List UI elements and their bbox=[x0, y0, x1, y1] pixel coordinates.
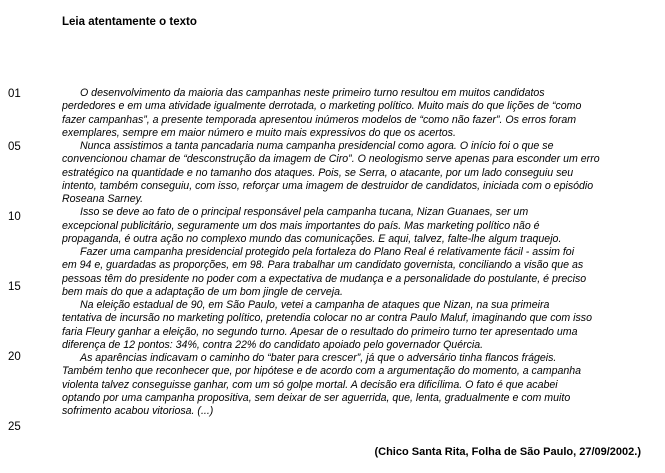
text-line: Na eleição estadual de 90, em São Paulo, vetei a campanha de ataques que Nizan, na sua primeira bbox=[80, 299, 550, 311]
text-body bbox=[62, 87, 640, 418]
text-line: diferença de 12 pontos: 34%, contra 22% do candidato apoiado pelo governador Quércia. bbox=[62, 338, 484, 351]
text-line: em 94 e, guardadas as proporções, em 98. Para trabalhar um candidato governista, conciliando a visão que as bbox=[62, 259, 584, 272]
text-line: intento, também conseguiu, com isso, reforçar uma imagem de destruidor de candidatos, iniciada com o episódio bbox=[62, 179, 594, 192]
text-line: Fazer uma campanha presidencial protegido pela fortaleza do Plano Real é relativamente fácil - assim foi bbox=[80, 246, 575, 258]
text-line: As aparências indicavam o caminho do “bater para crescer”, já que o adversário tinha flancos frágeis. bbox=[80, 352, 557, 364]
line-number-05: 05 bbox=[8, 141, 21, 153]
line-number-25: 25 bbox=[8, 421, 21, 433]
line-number-20: 20 bbox=[8, 351, 21, 363]
text-line: violenta talvez conseguisse ganhar, com um só golpe mortal. A decisão era dificílima. O fato é que acabei bbox=[62, 378, 558, 391]
text-line: Também tenho que reconhecer que, por hipótese e de acordo com a argumentação do momento, a campanha bbox=[62, 365, 582, 378]
line-number-15: 15 bbox=[8, 281, 21, 293]
text-line: O desenvolvimento da maioria das campanhas neste primeiro turno resultou em muitos candidatos bbox=[80, 87, 545, 99]
text-line: Isso se deve ao fato de o principal responsável pela campanha tucana, Nizan Guanaes, ser um bbox=[80, 206, 529, 219]
source-credit: (Chico Santa Rita, Folha de São Paulo, 27/09/2002.) bbox=[374, 446, 641, 458]
text-line: convencionou chamar de “desconstrução da imagem de Ciro”. O neologismo serve apenas para esconder um erro bbox=[62, 153, 600, 166]
text-line: faria Fleury ganhar a eleição, no segundo turno. Apesar de o resultado do primeiro turno ter apresentado uma bbox=[62, 325, 578, 338]
text-line: optando por uma campanha propositiva, sem deixar de ser aguerrida, que, lenta, gradualmente e com muito bbox=[62, 391, 571, 404]
text-line: perdedores e em uma atividade igualmente derrotada, o marketing político. Muito mais do que lições de “como bbox=[62, 100, 582, 113]
text-line: exemplares, sempre em maior número e muito mais expressivos do que os acertos. bbox=[62, 126, 456, 139]
line-number-01: 01 bbox=[8, 88, 21, 100]
text-line: sofrimento acabou vitoriosa. (...) bbox=[62, 405, 214, 417]
text-line: Nunca assistimos a tanta pancadaria numa campanha presidencial como agora. O início foi o que se bbox=[80, 140, 554, 152]
text-line: Roseana Sarney. bbox=[62, 193, 144, 205]
text-line: bem mais do que a adaptação de um bom jingle de cerveja. bbox=[62, 285, 343, 298]
text-line: fazer campanhas”, a presente temporada apresentou inúmeros modelos de “como não fazer”. Os erros foram bbox=[62, 113, 577, 126]
text-line: estratégico na quantidade e no tamanho dos ataques. Pois, se Serra, o atacante, por um lado conseguiu seu bbox=[62, 166, 574, 179]
line-number-10: 10 bbox=[8, 211, 21, 223]
text-line: pessoas têm do presidente no poder com a expectativa de mudança e a personalidade do postulante, é preciso bbox=[62, 272, 587, 285]
text-line: propaganda, é outra ação no complexo mundo das comunicações. E aqui, talvez, falte-lhe algum traquejo. bbox=[62, 232, 562, 245]
page-heading: Leia atentamente o texto bbox=[62, 16, 197, 28]
text-line: tentativa de incursão no marketing político, pretendia colocar no ar contra Paulo Maluf, imaginando que com isso bbox=[62, 312, 592, 325]
text-line: excepcional publicitário, seguramente um dos mais importantes do país. Mas marketing político não é bbox=[62, 219, 540, 232]
